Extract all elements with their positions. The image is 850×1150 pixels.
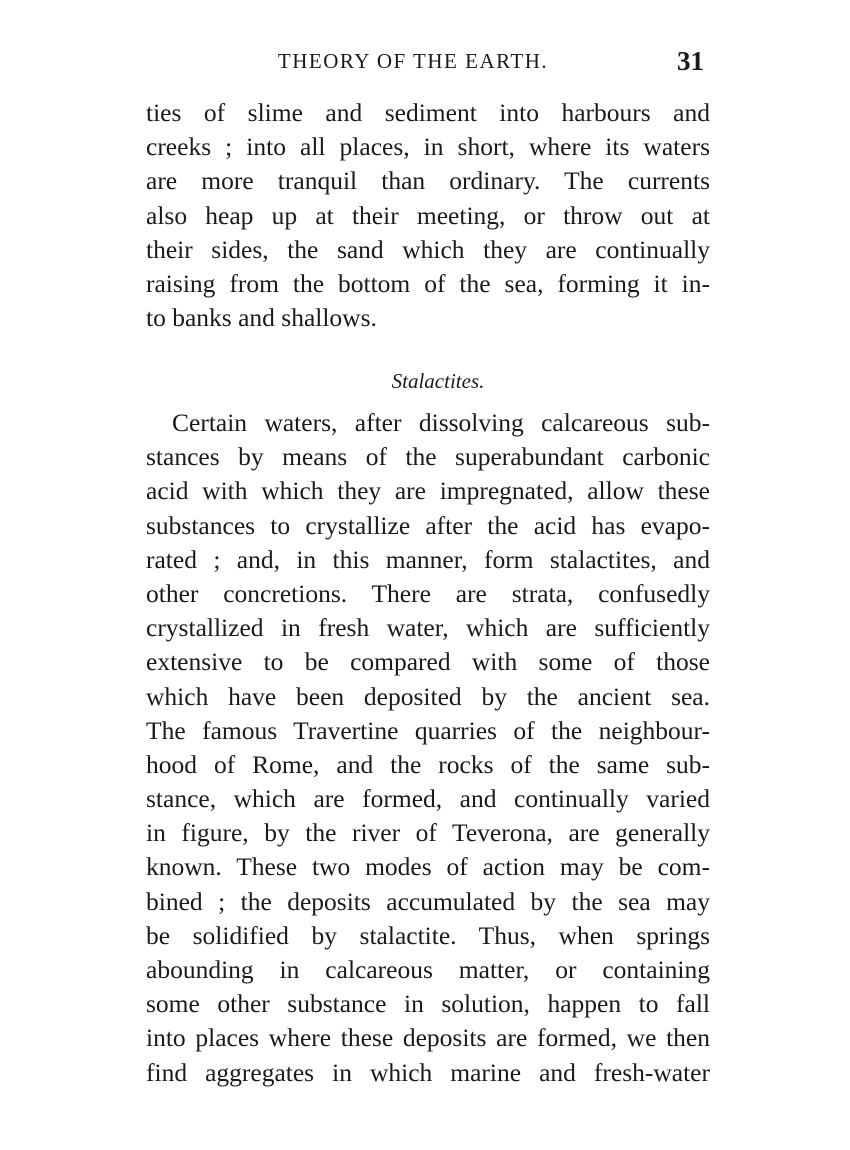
text-line: bined ; the deposits accumulated by the sea may — [146, 886, 710, 916]
text-line: known. These two modes of action may be com- — [146, 852, 710, 882]
text-line: stance, which are formed, and continually varied — [146, 784, 710, 814]
text-line: raising from the bottom of the sea, forming it in- — [146, 268, 710, 298]
text-line: their sides, the sand which they are continually — [146, 234, 710, 264]
text-line: abounding in calcareous matter, or containing — [146, 955, 710, 984]
text-line: acid with which they are impregnated, allow these — [146, 476, 710, 506]
page-number: 31 — [677, 46, 704, 76]
running-head — [146, 44, 710, 78]
text-line: into places where these deposits are formed, we then — [146, 1023, 710, 1053]
text-line: are more tranquil than ordinary. The currents — [146, 166, 710, 196]
text-line: creeks ; into all places, in short, where its waters — [146, 132, 710, 162]
text-line: hood of Rome, and the rocks of the same sub- — [146, 749, 710, 779]
text-line: The famous Travertine quarries of the neighbour- — [146, 715, 710, 745]
text-line: some other substance in solution, happen to fall — [146, 989, 710, 1019]
text-line: which have been deposited by the ancient sea. — [146, 681, 710, 711]
running-title: THEORY OF THE EARTH. — [277, 49, 549, 73]
text-line: other concretions. There are strata, confusedly — [146, 578, 710, 608]
text-line: stances by means of the superabundant carbonic — [146, 442, 710, 472]
text-line: crystallized in fresh water, which are sufficiently — [146, 613, 710, 643]
paragraph-1 — [146, 96, 710, 335]
text-line: rated ; and, in this manner, form stalactites, and — [146, 544, 710, 574]
text-line: also heap up at their meeting, or throw out at — [146, 200, 710, 230]
text-line: extensive to be compared with some of those — [146, 647, 710, 677]
text-line: ties of slime and sediment into harbours and — [146, 98, 710, 127]
text-line: find aggregates in which marine and fresh-water — [146, 1057, 710, 1087]
text-line: be solidified by stalactite. Thus, when springs — [146, 920, 710, 950]
text-line: in figure, by the river of Teverona, are generally — [146, 818, 710, 848]
text-line: substances to crystallize after the acid has evapo- — [146, 510, 710, 540]
paragraph-2 — [146, 406, 710, 1090]
section-heading: Stalactites. — [391, 369, 485, 393]
text-line: to banks and shallows. — [146, 303, 377, 333]
text-line: Certain waters, after dissolving calcareous sub- — [172, 408, 710, 437]
